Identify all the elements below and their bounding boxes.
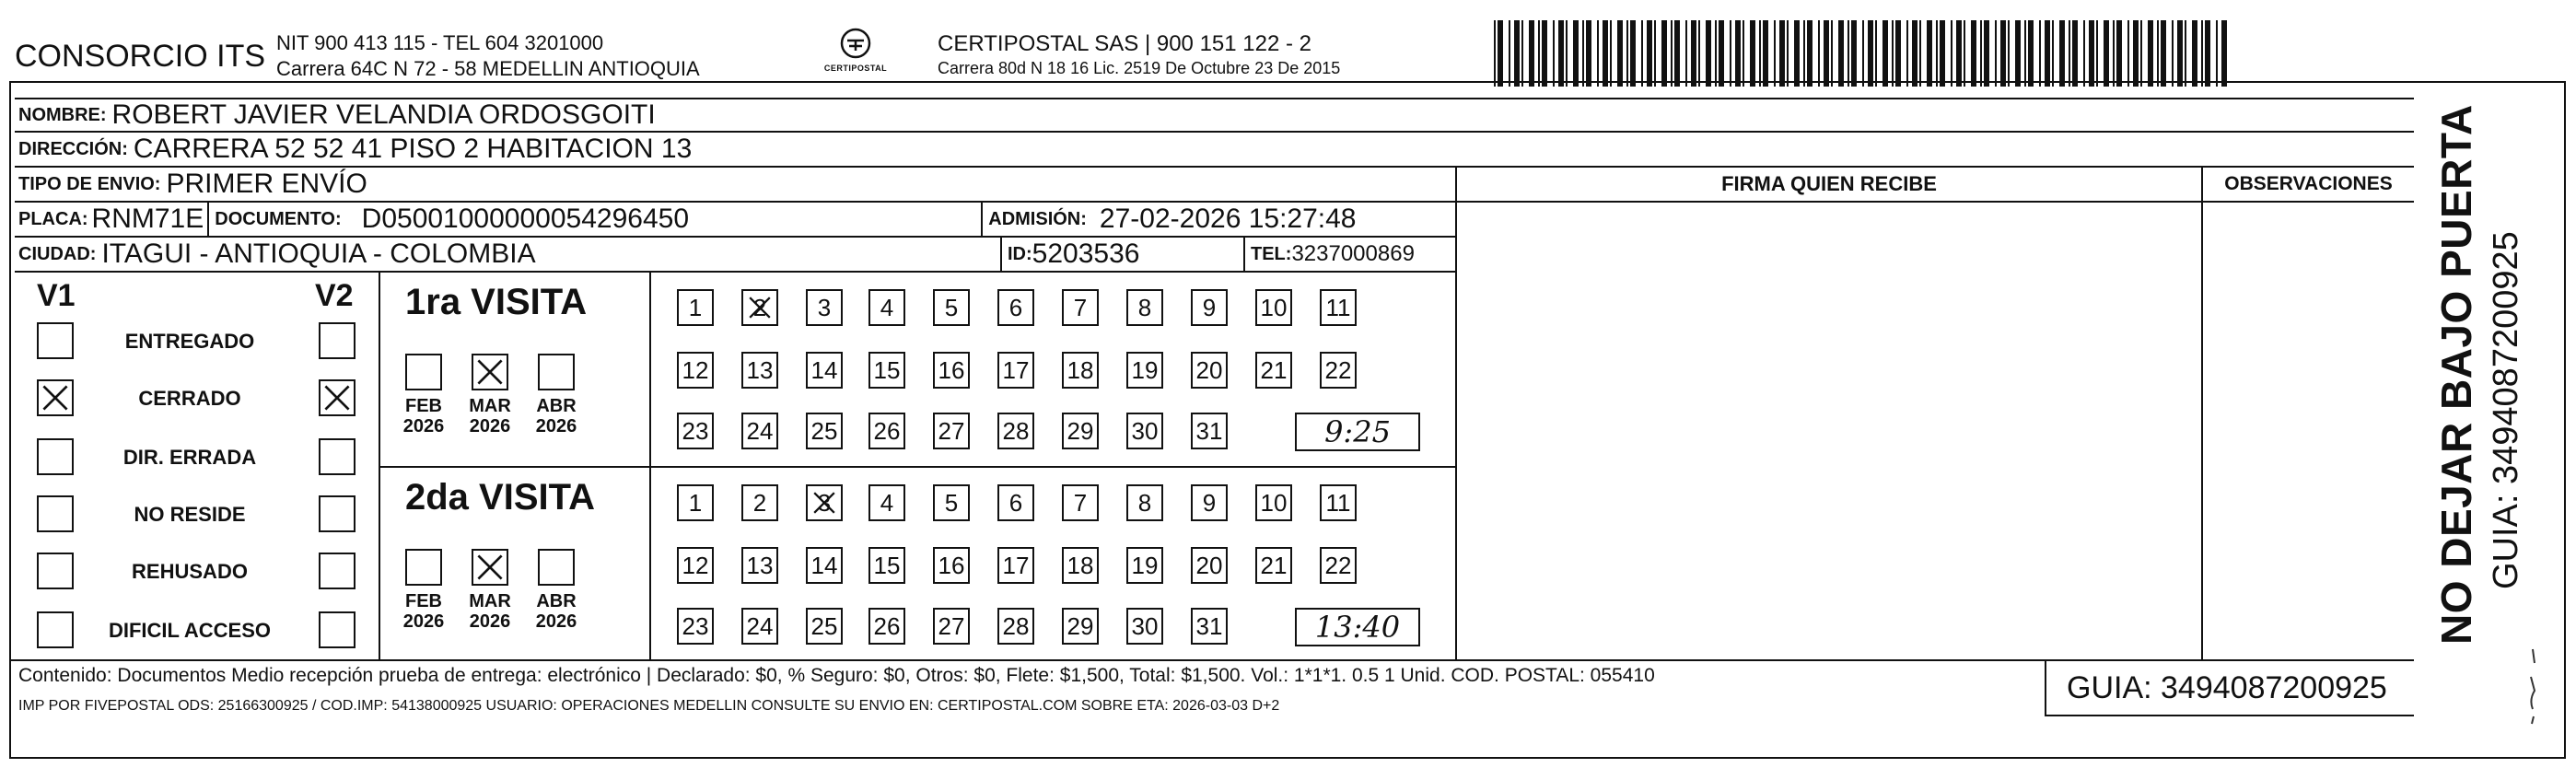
nombre-label: NOMBRE: [18, 104, 107, 125]
day-box[interactable]: 1 [677, 289, 714, 326]
day-box[interactable] [806, 484, 843, 521]
day-box[interactable]: 9 [1191, 289, 1228, 326]
footer-imp: IMP POR FIVEPOSTAL ODS: 25166300925 / COD.IMP: 54138000925 USUARIO: OPERACIONES MEDELLIN CONSULTE SU ENVIO EN: CERTIPOSTAL.COM SOBRE ETA: 2026-03-03 D+2 [18, 698, 1280, 714]
status-label: DIR. ERRADA [122, 446, 257, 469]
day-box[interactable]: 12 [677, 352, 714, 389]
observaciones-column [2203, 168, 2414, 659]
company-name: CONSORCIO ITS [15, 39, 266, 74]
documento-label: DOCUMENTO: [215, 208, 342, 229]
nombre-value: ROBERT JAVIER VELANDIA ORDOSGOITI [111, 99, 656, 130]
v2-checkbox[interactable] [319, 495, 356, 532]
row-nombre [15, 98, 2414, 133]
row-placa [15, 203, 1456, 238]
visit-separator [380, 466, 1455, 468]
day-box[interactable]: 20 [1191, 352, 1228, 389]
ciudad-value: ITAGUI - ANTIOQUIA - COLOMBIA [101, 239, 536, 269]
day-box[interactable]: 24 [741, 413, 778, 449]
status-label: CERRADO [138, 387, 241, 410]
day-box[interactable] [741, 289, 778, 326]
day-box[interactable]: 11 [1320, 484, 1357, 521]
month-label [396, 396, 451, 436]
visit-divider [649, 273, 651, 466]
month-year: 2026 [469, 416, 511, 436]
day-box[interactable]: 10 [1255, 484, 1292, 521]
day-box[interactable]: 22 [1320, 547, 1357, 584]
month-year: 2026 [535, 416, 577, 436]
day-box[interactable]: 26 [868, 608, 905, 645]
margin-scribble [2524, 645, 2542, 727]
barcode-bars [1494, 20, 2227, 87]
month-name: ABR [536, 591, 577, 611]
firma-column [1455, 168, 2203, 659]
month-checkbox[interactable] [472, 549, 508, 586]
day-box[interactable]: 3 [806, 289, 843, 326]
id-value: 5203536 [1032, 239, 1140, 269]
v1-checkbox[interactable] [37, 553, 74, 589]
visit-title: 2da VISITA [405, 477, 595, 518]
day-box[interactable]: 6 [997, 484, 1034, 521]
day-box[interactable]: 19 [1126, 352, 1163, 389]
month-checkbox[interactable] [472, 354, 508, 390]
day-box[interactable]: 13 [741, 547, 778, 584]
day-box[interactable]: 29 [1062, 413, 1099, 449]
v1-label: V1 [37, 278, 76, 313]
month-checkbox[interactable] [538, 354, 575, 390]
v2-checkbox[interactable] [319, 379, 356, 416]
logo-text: CERTIPOSTAL [823, 64, 888, 73]
day-box[interactable]: 23 [677, 413, 714, 449]
day-box[interactable]: 17 [997, 547, 1034, 584]
day-box[interactable]: 14 [806, 352, 843, 389]
month-name: MAR [469, 396, 511, 416]
day-box[interactable]: 25 [806, 413, 843, 449]
day-box[interactable]: 5 [933, 484, 970, 521]
company-nit: NIT 900 413 115 - TEL 604 3201000 [276, 31, 604, 54]
v2-checkbox[interactable] [319, 611, 356, 648]
visit-time: 13:40 [1295, 608, 1420, 646]
month-label [529, 591, 584, 632]
day-box[interactable]: 10 [1255, 289, 1292, 326]
placa-label: PLACA: [18, 208, 88, 229]
day-box[interactable]: 28 [997, 413, 1034, 449]
day-box[interactable]: 14 [806, 547, 843, 584]
month-year: 2026 [402, 611, 445, 632]
month-name: FEB [405, 396, 442, 416]
courier-address: Carrera 80d N 18 16 Lic. 2519 De Octubre 23 De 2015 [938, 59, 1341, 77]
admision-value: 27-02-2026 15:27:48 [1099, 204, 1357, 234]
direccion-label: DIRECCIÓN: [18, 138, 128, 159]
day-box[interactable]: 31 [1191, 608, 1228, 645]
day-box[interactable]: 18 [1062, 547, 1099, 584]
v2-checkbox[interactable] [319, 553, 356, 589]
day-box[interactable]: 31 [1191, 413, 1228, 449]
day-box[interactable]: 18 [1062, 352, 1099, 389]
day-box[interactable]: 9 [1191, 484, 1228, 521]
tipo-label: TIPO DE ENVIO: [18, 173, 161, 194]
direccion-value: CARRERA 52 52 41 PISO 2 HABITACION 13 [133, 134, 693, 164]
courier-name: CERTIPOSTAL SAS | 900 151 122 - 2 [938, 31, 1311, 56]
status-label: DIFICIL ACCESO [108, 619, 271, 642]
tel-value: 3237000869 [1291, 241, 1415, 266]
day-box[interactable]: 4 [868, 484, 905, 521]
month-label [462, 396, 518, 436]
barcode [1494, 20, 2227, 87]
day-box[interactable]: 16 [933, 547, 970, 584]
day-box[interactable]: 29 [1062, 608, 1099, 645]
visit-time: 9:25 [1295, 413, 1420, 451]
day-number: 2 [752, 294, 767, 321]
side-guia: GUIA: 3494087200925 [2487, 231, 2525, 589]
day-box[interactable]: 30 [1126, 608, 1163, 645]
placa-value: RNM71E [91, 204, 204, 234]
month-label [529, 396, 584, 436]
row-direccion [15, 133, 2414, 168]
observaciones-header: OBSERVACIONES [2203, 168, 2414, 203]
v1-checkbox[interactable] [37, 495, 74, 532]
day-box[interactable]: 21 [1255, 352, 1292, 389]
day-box[interactable]: 13 [741, 352, 778, 389]
month-name: ABR [536, 396, 577, 416]
month-checkbox[interactable] [405, 354, 442, 390]
month-label [462, 591, 518, 632]
tel-label: TEL: [1251, 243, 1292, 264]
v1-checkbox[interactable] [37, 438, 74, 475]
company-address: Carrera 64C N 72 - 58 MEDELLIN ANTIOQUIA [276, 57, 700, 80]
day-box[interactable]: 26 [868, 413, 905, 449]
status-label: REHUSADO [132, 560, 248, 583]
day-box[interactable]: 2 [741, 484, 778, 521]
day-box[interactable]: 11 [1320, 289, 1357, 326]
day-box[interactable]: 24 [741, 608, 778, 645]
day-box[interactable]: 8 [1126, 289, 1163, 326]
id-label: ID: [1008, 243, 1032, 264]
month-year: 2026 [469, 611, 511, 632]
month-name: FEB [405, 591, 442, 611]
month-label [396, 591, 451, 632]
v1-checkbox[interactable] [37, 322, 74, 359]
day-box[interactable]: 28 [997, 608, 1034, 645]
v2-checkbox[interactable] [319, 322, 356, 359]
day-box[interactable]: 30 [1126, 413, 1163, 449]
day-box[interactable]: 21 [1255, 547, 1292, 584]
day-box[interactable]: 1 [677, 484, 714, 521]
v1-checkbox[interactable] [37, 611, 74, 648]
day-number: 3 [817, 489, 832, 517]
day-box[interactable]: 19 [1126, 547, 1163, 584]
month-year: 2026 [535, 611, 577, 632]
visit-divider [649, 468, 651, 661]
certipostal-logo [814, 28, 897, 81]
v2-checkbox[interactable] [319, 438, 356, 475]
footer-contenido: Contenido: Documentos Medio recepción prueba de entrega: electrónico | Declarado: $0, % Seguro: $0, Otros: $0, Flete: $1,500, Total: $1,500. Vol.: 1*1*1. 0.5 1 Unid. COD. POSTAL: 055410 [18, 665, 1655, 686]
day-box[interactable]: 22 [1320, 352, 1357, 389]
side-warning: NO DEJAR BAJO PUERTA [2432, 104, 2480, 645]
admision-label: ADMISIÓN: [988, 208, 1087, 229]
ciudad-label: CIUDAD: [18, 243, 97, 264]
day-box[interactable]: 7 [1062, 484, 1099, 521]
month-checkbox[interactable] [538, 549, 575, 586]
day-box[interactable]: 12 [677, 547, 714, 584]
day-box[interactable]: 17 [997, 352, 1034, 389]
status-label: NO RESIDE [134, 503, 246, 526]
day-box[interactable]: 27 [933, 413, 970, 449]
month-checkbox[interactable] [405, 549, 442, 586]
firma-header: FIRMA QUIEN RECIBE [1457, 168, 2201, 203]
certipostal-logo-icon [837, 28, 874, 59]
day-box[interactable]: 4 [868, 289, 905, 326]
day-box[interactable]: 27 [933, 608, 970, 645]
day-box[interactable]: 8 [1126, 484, 1163, 521]
day-box[interactable]: 7 [1062, 289, 1099, 326]
tipo-value: PRIMER ENVÍO [166, 169, 367, 199]
status-label: ENTREGADO [124, 330, 255, 353]
day-box[interactable]: 16 [933, 352, 970, 389]
day-box[interactable]: 20 [1191, 547, 1228, 584]
day-box[interactable]: 6 [997, 289, 1034, 326]
v2-label: V2 [315, 278, 354, 313]
month-year: 2026 [402, 416, 445, 436]
documento-value: D05001000000054296450 [361, 204, 690, 234]
day-box[interactable]: 15 [868, 352, 905, 389]
v1-checkbox[interactable] [37, 379, 74, 416]
day-box[interactable]: 23 [677, 608, 714, 645]
row-ciudad [15, 238, 1456, 273]
day-box[interactable]: 15 [868, 547, 905, 584]
month-name: MAR [469, 591, 511, 611]
day-box[interactable]: 5 [933, 289, 970, 326]
day-box[interactable]: 25 [806, 608, 843, 645]
visit-title: 1ra VISITA [405, 282, 588, 322]
footer-guia: GUIA: 3494087200925 [2067, 670, 2387, 705]
